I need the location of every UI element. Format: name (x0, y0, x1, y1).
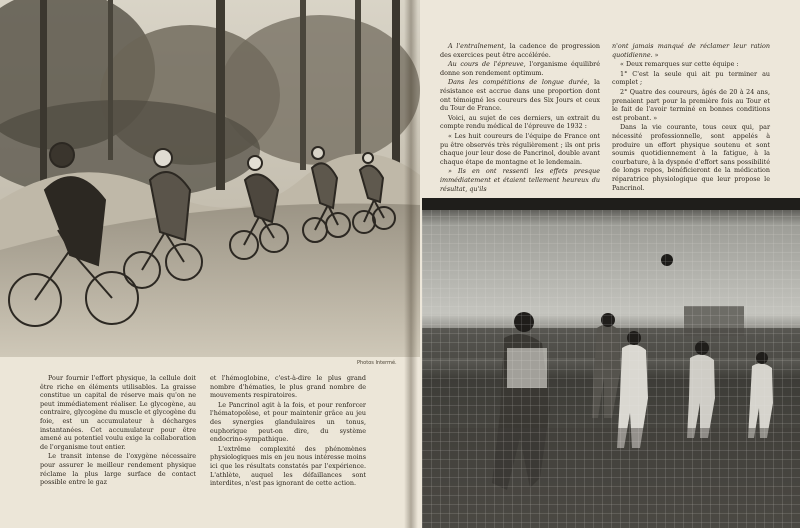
paragraph: « Deux remarques sur cette équipe : (620, 60, 739, 69)
cycling-photo (0, 0, 420, 357)
paragraph: n'ont jamais manqué de réclamer leur ration quotidienne. » (612, 42, 770, 59)
paragraph: Dans les compétitions de longue durée, la résistance est accrue dans une proportion dont ont témoigné les coureurs des Six Jours et ceux du Tour de France. (440, 78, 600, 113)
football-photo-art (422, 198, 800, 528)
paragraph: Dans la vie courante, tous ceux qui, par nécessité professionnelle, sont appelés à produire un effort physique soutenu et sont soumis quotidiennement à la fatigue, à la courbature, à la dyspnée d'effort sans possibilité de longs repos, bénéficieront de la médication réparatrice physiologique que leur propose le Pancrinol. (612, 123, 770, 192)
paragraph: « Les huit coureurs de l'équipe de France ont pu être observés très régulièrement ; ils ont pris chaque jour leur dose de Pancrinol, double avant chaque étape de montagne et le lendemain. (440, 131, 600, 166)
paragraph: Voici, au sujet de ces derniers, un extrait du compte rendu médical de l'épreuve de 1932 : (440, 113, 600, 131)
paragraph: A l'entraînement, la cadence de progression des exercices peut être accélérée. (440, 42, 600, 59)
paragraph: » Ils en ont ressenti les effets presque immédiatement et étaient tellement heureux du résultat, qu'ils (440, 167, 600, 193)
left-text-column-2 (210, 374, 366, 489)
paragraph: Pour fournir l'effort physique, la cellule doit être riche en éléments utilisables. La graisse constitue un capital de réserve mais qu'on ne peut immédiatement réaliser. Le glycogène, au contraire, glycogène du muscle et glycogène du foie, est un accumulateur à décharges instantanées. Cet accumulateur pour être amené au potentiel voulu exige la collaboration de l'organisme tout entier. (40, 374, 196, 451)
photo-credit: Photos Intermé. (357, 360, 397, 366)
football-photo (422, 198, 800, 528)
paragraph: Au cours de l'épreuve, l'organisme équilibré donne son rendement optimum. (440, 60, 601, 77)
paragraph: Le transit intense de l'oxygène nécessaire pour assurer le meilleur rendement physique réclame la plus large surface de contact possible entre le gaz (40, 452, 196, 487)
left-text-column-1 (40, 374, 196, 488)
paragraph: Le Pancrinol agit à la fois, et pour renforcer l'hématopoïèse, et pour maintenir grâce au jeu des synergies glandulaires un tonus, euphorique peut-on dire, du système endocrino-sympathique. (210, 400, 366, 444)
paragraph: et l'hémoglobine, c'est-à-dire le plus grand nombre d'hématies, le plus grand nombre de mouvements respiratoires. (210, 374, 366, 400)
paragraph: 2° Quatre des coureurs, âgés de 20 à 24 ans, prenaient part pour la première fois au Tour et le fait de l'avoir terminé en bonnes conditions est probant. » (612, 87, 770, 122)
right-text-column-1 (440, 42, 600, 194)
page-gutter (404, 0, 418, 528)
cycling-photo-art (0, 0, 420, 357)
paragraph: 1° C'est la seule qui ait pu terminer au complet ; (612, 69, 770, 87)
right-text-column-2 (612, 42, 770, 193)
paragraph: L'extrême complexité des phénomènes physiologiques mis en jeu nous intéresse moins ici que les résultats constatés par l'expérience. L'athlète, auquel les défaillances sont interdites, n'est pas ignorant de cette action. (210, 444, 366, 488)
